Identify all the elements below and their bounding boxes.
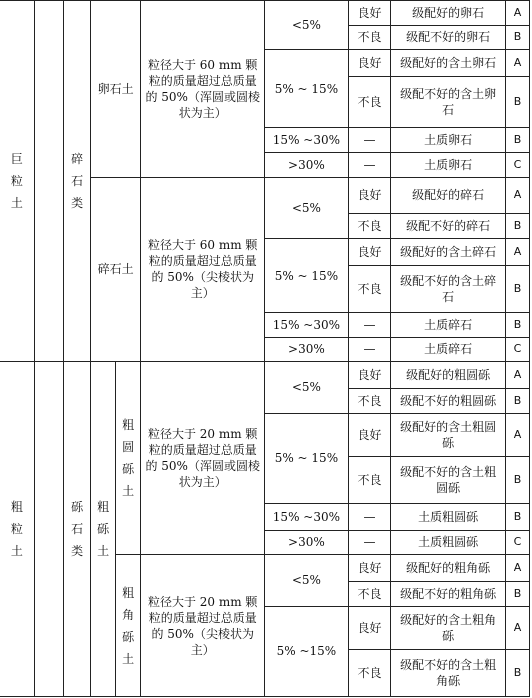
fines-content-cell: <5%	[265, 362, 348, 413]
soil-name-cell: 粗圆砾土	[116, 362, 141, 555]
grade-cell: B	[505, 456, 529, 503]
category-sub-cell: 砾石类	[64, 362, 91, 697]
grading-cell: 良好	[348, 555, 391, 582]
soil-name-cell: 碎石土	[91, 177, 141, 362]
grade-cell: B	[505, 265, 529, 312]
soil-type-cell: 级配不好的含土碎石	[391, 265, 506, 312]
soil-type-cell: 级配不好的含土卵石	[391, 76, 506, 127]
grade-cell: B	[505, 312, 529, 337]
spacer-cell	[34, 362, 63, 697]
grade-cell: C	[505, 530, 529, 555]
fines-content-cell: 5% ~ 15%	[265, 50, 348, 128]
description-cell: 粒径大于 60 mm 颗粒的质量超过总质量的 50%（尖棱状为主）	[141, 177, 265, 362]
soil-type-cell: 级配不好的含土粗角砾	[391, 649, 506, 696]
grade-cell: B	[505, 649, 529, 696]
grade-cell: A	[505, 177, 529, 214]
grading-cell: 不良	[348, 76, 391, 127]
category-top-cell: 粗粒土	[0, 362, 34, 697]
grade-cell: B	[505, 214, 529, 239]
grade-cell: B	[505, 76, 529, 127]
soil-type-cell: 土质粗圆砾	[391, 503, 506, 530]
table-row	[0, 1, 530, 26]
grading-cell: —	[348, 503, 391, 530]
grade-cell: A	[505, 1, 529, 26]
fines-content-cell: >30%	[265, 337, 348, 362]
soil-type-cell: 级配好的卵石	[391, 1, 506, 26]
soil-type-cell: 级配好的含土粗角砾	[391, 606, 506, 649]
grade-cell: B	[505, 503, 529, 530]
fines-content-cell: <5%	[265, 1, 348, 50]
soil-type-cell: 级配不好的卵石	[391, 25, 506, 50]
grade-cell: A	[505, 606, 529, 649]
grade-cell: A	[505, 413, 529, 456]
grading-cell: —	[348, 152, 391, 177]
grading-cell: —	[348, 530, 391, 555]
grading-cell: 良好	[348, 239, 391, 266]
soil-type-cell: 土质卵石	[391, 128, 506, 153]
category-sub2-cell: 粗砾土	[91, 362, 116, 697]
soil-type-cell: 土质碎石	[391, 312, 506, 337]
grading-cell: 不良	[348, 388, 391, 413]
grading-cell: 不良	[348, 265, 391, 312]
fines-content-cell: 5% ~ 15%	[265, 239, 348, 313]
soil-name-cell: 卵石土	[91, 1, 141, 178]
fines-content-cell: <5%	[265, 555, 348, 606]
grade-cell: B	[505, 581, 529, 606]
fines-content-cell: <5%	[265, 177, 348, 239]
grade-cell: C	[505, 152, 529, 177]
grade-cell: C	[505, 337, 529, 362]
fines-content-cell: 5% ~ 15%	[265, 413, 348, 503]
fines-content-cell: 15% ~30%	[265, 128, 348, 153]
category-top-cell: 巨粒土	[0, 1, 34, 362]
grade-cell: B	[505, 25, 529, 50]
grading-cell: 良好	[348, 606, 391, 649]
grading-cell: 良好	[348, 177, 391, 214]
grade-cell: A	[505, 555, 529, 582]
grading-cell: —	[348, 312, 391, 337]
grading-cell: 良好	[348, 50, 391, 77]
grading-cell: 良好	[348, 413, 391, 456]
grading-cell: 不良	[348, 214, 391, 239]
grade-cell: B	[505, 128, 529, 153]
grade-cell: A	[505, 239, 529, 266]
grading-cell: —	[348, 337, 391, 362]
fines-content-cell: >30%	[265, 530, 348, 555]
soil-type-cell: 土质粗圆砾	[391, 530, 506, 555]
soil-type-cell: 土质碎石	[391, 337, 506, 362]
grading-cell: 不良	[348, 649, 391, 696]
category-sub-cell: 碎石类	[64, 1, 91, 362]
fines-content-cell: 15% ~30%	[265, 503, 348, 530]
grading-cell: 良好	[348, 362, 391, 389]
description-cell: 粒径大于 20 mm 颗粒的质量超过总质量的 50%（浑圆或圆棱状为主）	[141, 362, 265, 555]
grading-cell: 不良	[348, 581, 391, 606]
soil-type-cell: 级配好的含土卵石	[391, 50, 506, 77]
soil-type-cell: 级配好的含土粗圆砾	[391, 413, 506, 456]
grading-cell: 良好	[348, 1, 391, 26]
soil-type-cell: 级配不好的含土粗圆砾	[391, 456, 506, 503]
grade-cell: B	[505, 388, 529, 413]
soil-type-cell: 级配不好的碎石	[391, 214, 506, 239]
fines-content-cell: >30%	[265, 152, 348, 177]
description-cell: 粒径大于 60 mm 颗粒的质量超过总质量的 50%（浑圆或圆棱状为主）	[141, 1, 265, 178]
grading-cell: 不良	[348, 25, 391, 50]
spacer-cell	[34, 1, 63, 362]
soil-type-cell: 土质卵石	[391, 152, 506, 177]
fines-content-cell: 5% ~15%	[265, 606, 348, 697]
grading-cell: 不良	[348, 456, 391, 503]
grade-cell: A	[505, 362, 529, 389]
fines-content-cell: 15% ~30%	[265, 312, 348, 337]
grading-cell: —	[348, 128, 391, 153]
soil-type-cell: 级配好的粗圆砾	[391, 362, 506, 389]
grade-cell: A	[505, 50, 529, 77]
soil-type-cell: 级配不好的粗圆砾	[391, 388, 506, 413]
soil-type-cell: 级配好的含土碎石	[391, 239, 506, 266]
soil-name-cell: 粗角砾土	[116, 555, 141, 697]
description-cell: 粒径大于 20 mm 颗粒的质量超过总质量的 50%（尖棱状为主）	[141, 555, 265, 697]
soil-type-cell: 级配好的粗角砾	[391, 555, 506, 582]
soil-type-cell: 级配好的碎石	[391, 177, 506, 214]
soil-type-cell: 级配不好的粗角砾	[391, 581, 506, 606]
table-row	[0, 362, 530, 389]
